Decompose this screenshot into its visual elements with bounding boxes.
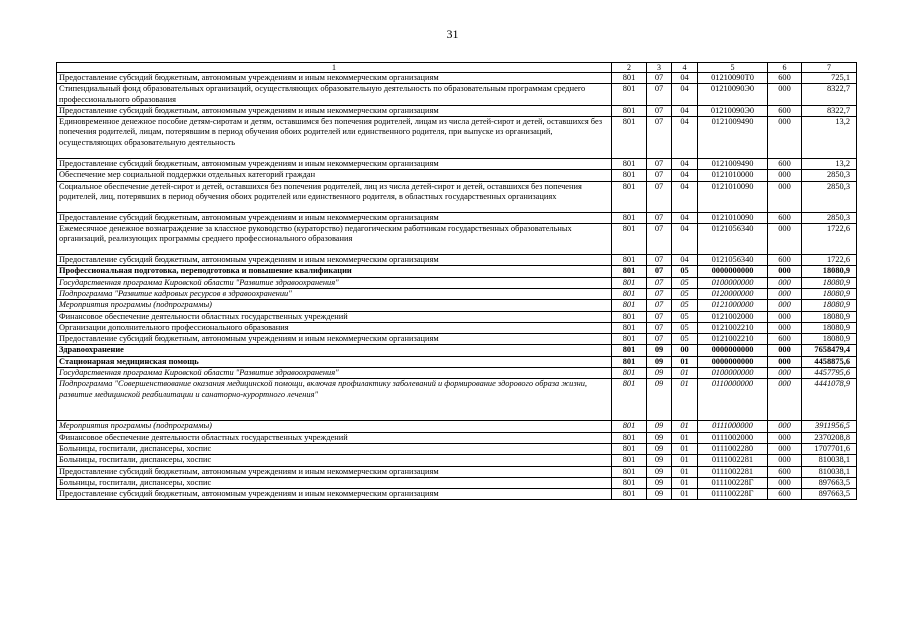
expense-type-cell: 000	[768, 288, 802, 299]
amount-cell: 4441078,9	[802, 379, 857, 421]
row-name-cell: Финансовое обеспечение деятельности областных государственных учреждений	[57, 311, 612, 322]
section-code-cell: 07	[647, 224, 672, 255]
amount-cell: 2370208,8	[802, 432, 857, 443]
table-row	[57, 212, 857, 223]
target-article-cell: 0111002280	[698, 443, 768, 454]
row-name-cell: Ежемесячное денежное вознаграждение за классное руководство (кураторство) педагогическим работникам государственных образовательных организаций, реализующих программы среднего профессионального образования	[57, 224, 612, 255]
expense-type-cell: 000	[768, 181, 802, 212]
expense-type-cell: 600	[768, 212, 802, 223]
amount-cell: 897663,5	[802, 477, 857, 488]
expense-type-cell: 000	[768, 368, 802, 379]
admin-code-cell: 801	[612, 73, 647, 84]
target-article-cell: 0121002210	[698, 322, 768, 333]
admin-code-cell: 801	[612, 455, 647, 466]
expense-type-cell: 000	[768, 117, 802, 159]
expense-type-cell: 600	[768, 466, 802, 477]
table-row	[57, 266, 857, 277]
subsection-code-cell: 05	[672, 288, 698, 299]
target-article-cell: 0121002210	[698, 334, 768, 345]
table-row	[57, 277, 857, 288]
row-name-cell: Единовременное денежное пособие детям-сиротам и детям, оставшимся без попечения родителей, лицам из числа детей-сирот и детей, оставшихся без попечения родителей, лицам, потерявшим в период обучения обоих родителей или единственного родителя, при выпуске из организаций, осуществляющих образовательную деятельность	[57, 117, 612, 159]
section-code-cell: 09	[647, 421, 672, 432]
table-row	[57, 73, 857, 84]
subsection-code-cell: 01	[672, 379, 698, 421]
row-name-cell: Обеспечение мер социальной поддержки отдельных категорий граждан	[57, 170, 612, 181]
target-article-cell: 0100000000	[698, 368, 768, 379]
subsection-code-cell: 05	[672, 300, 698, 311]
table-row	[57, 105, 857, 116]
subsection-code-cell: 04	[672, 181, 698, 212]
admin-code-cell: 801	[612, 288, 647, 299]
subsection-code-cell: 04	[672, 212, 698, 223]
amount-cell: 810038,1	[802, 466, 857, 477]
table-row	[57, 466, 857, 477]
row-name-cell: Здравоохранение	[57, 345, 612, 356]
table-row	[57, 356, 857, 367]
table-row	[57, 300, 857, 311]
target-article-cell: 0121009490	[698, 117, 768, 159]
admin-code-cell: 801	[612, 432, 647, 443]
table-row	[57, 159, 857, 170]
expense-type-cell: 000	[768, 322, 802, 333]
subsection-code-cell: 01	[672, 356, 698, 367]
target-article-cell: 01210090Э0	[698, 84, 768, 106]
target-article-cell: 0000000000	[698, 356, 768, 367]
target-article-cell: 0111000000	[698, 421, 768, 432]
target-article-cell: 01210090Э0	[698, 105, 768, 116]
target-article-cell: 0121002000	[698, 311, 768, 322]
subsection-code-cell: 01	[672, 455, 698, 466]
row-name-cell: Финансовое обеспечение деятельности областных государственных учреждений	[57, 432, 612, 443]
admin-code-cell: 801	[612, 117, 647, 159]
section-code-cell: 07	[647, 266, 672, 277]
row-name-cell: Профессиональная подготовка, переподготовка и повышение квалификации	[57, 266, 612, 277]
admin-code-cell: 801	[612, 345, 647, 356]
admin-code-cell: 801	[612, 477, 647, 488]
target-article-cell: 0121010090	[698, 212, 768, 223]
target-article-cell: 0111002281	[698, 466, 768, 477]
section-code-cell: 09	[647, 345, 672, 356]
header-cell: 5	[698, 63, 768, 73]
amount-cell: 1722,6	[802, 255, 857, 266]
header-cell: 4	[672, 63, 698, 73]
subsection-code-cell: 04	[672, 105, 698, 116]
admin-code-cell: 801	[612, 489, 647, 500]
target-article-cell: 0100000000	[698, 277, 768, 288]
expense-type-cell: 000	[768, 432, 802, 443]
subsection-code-cell: 00	[672, 345, 698, 356]
subsection-code-cell: 01	[672, 421, 698, 432]
amount-cell: 18080,9	[802, 322, 857, 333]
row-name-cell: Организации дополнительного профессионального образования	[57, 322, 612, 333]
admin-code-cell: 801	[612, 84, 647, 106]
section-code-cell: 07	[647, 288, 672, 299]
admin-code-cell: 801	[612, 334, 647, 345]
subsection-code-cell: 01	[672, 489, 698, 500]
table-row	[57, 489, 857, 500]
table-row	[57, 455, 857, 466]
section-code-cell: 07	[647, 170, 672, 181]
admin-code-cell: 801	[612, 300, 647, 311]
table-row	[57, 322, 857, 333]
amount-cell: 18080,9	[802, 277, 857, 288]
expense-type-cell: 600	[768, 105, 802, 116]
header-cell: 1	[57, 63, 612, 73]
subsection-code-cell: 04	[672, 117, 698, 159]
row-name-cell: Больницы, госпитали, диспансеры, хоспис	[57, 455, 612, 466]
section-code-cell: 09	[647, 443, 672, 454]
expense-type-cell: 000	[768, 477, 802, 488]
section-code-cell: 07	[647, 117, 672, 159]
section-code-cell: 07	[647, 311, 672, 322]
section-code-cell: 09	[647, 455, 672, 466]
expense-type-cell: 000	[768, 356, 802, 367]
admin-code-cell: 801	[612, 212, 647, 223]
subsection-code-cell: 04	[672, 84, 698, 106]
expense-type-cell: 000	[768, 455, 802, 466]
amount-cell: 1722,6	[802, 224, 857, 255]
table-row	[57, 443, 857, 454]
row-name-cell: Подпрограмма "Совершенствование оказания медицинской помощи, включая профилактику заболеваний и формирование здорового образа жизни, развитие медицинской реабилитации и санаторно-курортного лечения"	[57, 379, 612, 421]
row-name-cell: Предоставление субсидий бюджетным, автономным учреждениям и иным некоммерческим организациям	[57, 159, 612, 170]
expense-type-cell: 000	[768, 84, 802, 106]
page-number: 31	[446, 27, 459, 41]
admin-code-cell: 801	[612, 379, 647, 421]
section-code-cell: 09	[647, 379, 672, 421]
admin-code-cell: 801	[612, 105, 647, 116]
target-article-cell: 0121056340	[698, 224, 768, 255]
subsection-code-cell: 04	[672, 255, 698, 266]
row-name-cell: Стипендиальный фонд образовательных организаций, осуществляющих образовательную деятельность по образовательным программам среднего профессионального образования	[57, 84, 612, 106]
admin-code-cell: 801	[612, 443, 647, 454]
admin-code-cell: 801	[612, 255, 647, 266]
section-code-cell: 09	[647, 432, 672, 443]
target-article-cell: 0120000000	[698, 288, 768, 299]
table-row	[57, 84, 857, 106]
row-name-cell: Предоставление субсидий бюджетным, автономным учреждениям и иным некоммерческим организациям	[57, 212, 612, 223]
row-name-cell: Больницы, госпитали, диспансеры, хоспис	[57, 443, 612, 454]
amount-cell: 4458875,6	[802, 356, 857, 367]
admin-code-cell: 801	[612, 159, 647, 170]
subsection-code-cell: 01	[672, 432, 698, 443]
expense-type-cell: 000	[768, 379, 802, 421]
admin-code-cell: 801	[612, 311, 647, 322]
table-row	[57, 181, 857, 212]
admin-code-cell: 801	[612, 322, 647, 333]
amount-cell: 2850,3	[802, 212, 857, 223]
amount-cell: 18080,9	[802, 288, 857, 299]
section-code-cell: 07	[647, 255, 672, 266]
target-article-cell: 011100228Г	[698, 489, 768, 500]
row-name-cell: Мероприятия программы (подпрограммы)	[57, 300, 612, 311]
admin-code-cell: 801	[612, 170, 647, 181]
amount-cell: 897663,5	[802, 489, 857, 500]
row-name-cell: Социальное обеспечение детей-сирот и детей, оставшихся без попечения родителей, лиц из числа детей-сирот и детей, оставшихся без попечения родителей, лиц, потерявших в период обучения обоих родителей или единственного родителя, в областных государственных организациях	[57, 181, 612, 212]
section-code-cell: 09	[647, 477, 672, 488]
target-article-cell: 0121056340	[698, 255, 768, 266]
amount-cell: 13,2	[802, 159, 857, 170]
row-name-cell: Предоставление субсидий бюджетным, автономным учреждениям и иным некоммерческим организациям	[57, 105, 612, 116]
amount-cell: 1707701,6	[802, 443, 857, 454]
target-article-cell: 0000000000	[698, 345, 768, 356]
admin-code-cell: 801	[612, 224, 647, 255]
section-code-cell: 07	[647, 212, 672, 223]
amount-cell: 2850,3	[802, 181, 857, 212]
row-name-cell: Предоставление субсидий бюджетным, автономным учреждениям и иным некоммерческим организациям	[57, 334, 612, 345]
header-cell: 3	[647, 63, 672, 73]
target-article-cell: 0121010000	[698, 170, 768, 181]
admin-code-cell: 801	[612, 421, 647, 432]
row-name-cell: Предоставление субсидий бюджетным, автономным учреждениям и иным некоммерческим организациям	[57, 489, 612, 500]
subsection-code-cell: 05	[672, 322, 698, 333]
table-row	[57, 379, 857, 421]
subsection-code-cell: 04	[672, 159, 698, 170]
subsection-code-cell: 01	[672, 368, 698, 379]
target-article-cell: 0110000000	[698, 379, 768, 421]
expense-type-cell: 000	[768, 170, 802, 181]
expense-type-cell: 600	[768, 334, 802, 345]
row-name-cell: Государственная программа Кировской области "Развитие здравоохранения"	[57, 368, 612, 379]
target-article-cell: 0000000000	[698, 266, 768, 277]
target-article-cell: 0121010090	[698, 181, 768, 212]
budget-table	[56, 62, 857, 500]
target-article-cell: 0121000000	[698, 300, 768, 311]
section-code-cell: 07	[647, 277, 672, 288]
table-row	[57, 368, 857, 379]
section-code-cell: 07	[647, 300, 672, 311]
section-code-cell: 07	[647, 159, 672, 170]
table-row	[57, 288, 857, 299]
expense-type-cell: 000	[768, 311, 802, 322]
row-name-cell: Стационарная медицинская помощь	[57, 356, 612, 367]
admin-code-cell: 801	[612, 466, 647, 477]
admin-code-cell: 801	[612, 181, 647, 212]
amount-cell: 4457795,6	[802, 368, 857, 379]
subsection-code-cell: 04	[672, 224, 698, 255]
expense-type-cell: 000	[768, 277, 802, 288]
expense-type-cell: 000	[768, 266, 802, 277]
admin-code-cell: 801	[612, 266, 647, 277]
row-name-cell: Больницы, госпитали, диспансеры, хоспис	[57, 477, 612, 488]
amount-cell: 8322,7	[802, 105, 857, 116]
table-row	[57, 432, 857, 443]
admin-code-cell: 801	[612, 368, 647, 379]
admin-code-cell: 801	[612, 277, 647, 288]
section-code-cell: 07	[647, 84, 672, 106]
row-name-cell: Мероприятия программы (подпрограммы)	[57, 421, 612, 432]
subsection-code-cell: 05	[672, 277, 698, 288]
section-code-cell: 07	[647, 181, 672, 212]
subsection-code-cell: 05	[672, 266, 698, 277]
row-name-cell: Подпрограмма "Развитие кадровых ресурсов в здравоохранении"	[57, 288, 612, 299]
section-code-cell: 09	[647, 466, 672, 477]
section-code-cell: 07	[647, 105, 672, 116]
target-article-cell: 0111002281	[698, 455, 768, 466]
section-code-cell: 07	[647, 73, 672, 84]
header-cell: 2	[612, 63, 647, 73]
table-row	[57, 117, 857, 159]
subsection-code-cell: 01	[672, 477, 698, 488]
expense-type-cell: 000	[768, 224, 802, 255]
row-name-cell: Государственная программа Кировской области "Развитие здравоохранения"	[57, 277, 612, 288]
table-row	[57, 170, 857, 181]
subsection-code-cell: 05	[672, 311, 698, 322]
table-row	[57, 477, 857, 488]
expense-type-cell: 000	[768, 345, 802, 356]
expense-type-cell: 000	[768, 443, 802, 454]
header-cell: 7	[802, 63, 857, 73]
expense-type-cell: 600	[768, 255, 802, 266]
amount-cell: 7658479,4	[802, 345, 857, 356]
section-code-cell: 07	[647, 334, 672, 345]
table-row	[57, 421, 857, 432]
table-row	[57, 255, 857, 266]
amount-cell: 8322,7	[802, 84, 857, 106]
section-code-cell: 09	[647, 368, 672, 379]
expense-type-cell: 600	[768, 73, 802, 84]
amount-cell: 3911956,5	[802, 421, 857, 432]
header-cell: 6	[768, 63, 802, 73]
table-row	[57, 224, 857, 255]
expense-type-cell: 000	[768, 300, 802, 311]
expense-type-cell: 600	[768, 489, 802, 500]
section-code-cell: 07	[647, 322, 672, 333]
amount-cell: 18080,9	[802, 311, 857, 322]
expense-type-cell: 000	[768, 421, 802, 432]
subsection-code-cell: 04	[672, 73, 698, 84]
expense-type-cell: 600	[768, 159, 802, 170]
admin-code-cell: 801	[612, 356, 647, 367]
table-row	[57, 334, 857, 345]
table-row	[57, 345, 857, 356]
subsection-code-cell: 01	[672, 443, 698, 454]
table-row	[57, 311, 857, 322]
row-name-cell: Предоставление субсидий бюджетным, автономным учреждениям и иным некоммерческим организациям	[57, 255, 612, 266]
target-article-cell: 0111002000	[698, 432, 768, 443]
target-article-cell: 0121009490	[698, 159, 768, 170]
amount-cell: 2850,3	[802, 170, 857, 181]
target-article-cell: 01210090Т0	[698, 73, 768, 84]
amount-cell: 810038,1	[802, 455, 857, 466]
amount-cell: 18080,9	[802, 334, 857, 345]
row-name-cell: Предоставление субсидий бюджетным, автономным учреждениям и иным некоммерческим организациям	[57, 466, 612, 477]
amount-cell: 13,2	[802, 117, 857, 159]
subsection-code-cell: 01	[672, 466, 698, 477]
table-header-row	[57, 63, 857, 73]
subsection-code-cell: 05	[672, 334, 698, 345]
amount-cell: 18080,9	[802, 300, 857, 311]
section-code-cell: 09	[647, 356, 672, 367]
amount-cell: 725,1	[802, 73, 857, 84]
section-code-cell: 09	[647, 489, 672, 500]
target-article-cell: 011100228Г	[698, 477, 768, 488]
amount-cell: 18080,9	[802, 266, 857, 277]
row-name-cell: Предоставление субсидий бюджетным, автономным учреждениям и иным некоммерческим организациям	[57, 73, 612, 84]
subsection-code-cell: 04	[672, 170, 698, 181]
